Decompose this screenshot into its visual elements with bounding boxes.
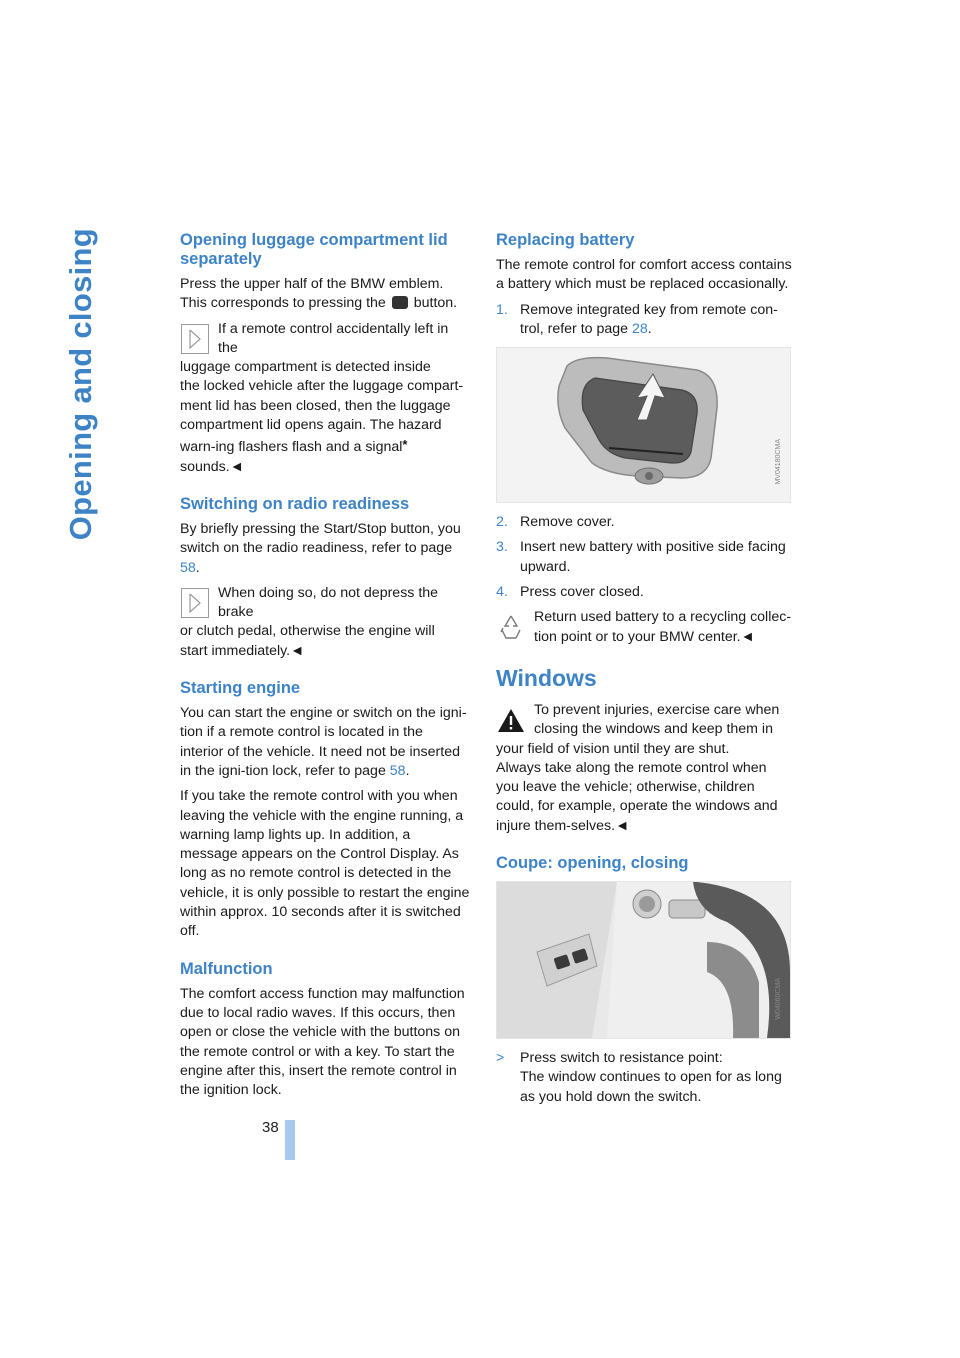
recycle-line2-text: tion point or to your BMW center. xyxy=(534,628,741,645)
heading-luggage: Opening luggage compartment lid separately xyxy=(180,231,448,268)
step-4-num: 4. xyxy=(496,584,508,601)
link-page-28[interactable]: 28 xyxy=(632,320,648,337)
section-windows xyxy=(496,665,792,836)
step-1 xyxy=(496,301,792,340)
section-coupe xyxy=(496,854,792,1107)
section-radio xyxy=(180,495,470,661)
end-mark: ◄ xyxy=(740,628,755,645)
luggage-p1: Press the upper half of the BMW emblem. xyxy=(180,276,444,292)
step-1-text xyxy=(520,301,792,340)
starting-p1-end: . xyxy=(405,762,410,779)
left-column xyxy=(180,231,470,1106)
section-malfunction xyxy=(180,960,470,1101)
end-mark: ◄ xyxy=(290,642,305,659)
note-radio-rest: start immediately. xyxy=(180,642,291,659)
luggage-p2a: This corresponds to pressing the xyxy=(180,295,386,312)
step-2-num: 2. xyxy=(496,514,508,531)
step-1-num: 1. xyxy=(496,301,508,318)
right-column xyxy=(496,231,792,1113)
step-2-text: Remove cover. xyxy=(520,514,615,531)
note-luggage-end: sounds. xyxy=(180,458,230,475)
starting-p1-text: You can start the engine or switch on the igni-tion if a remote control is located in the interior of the vehicle. It need not be inserted in the igni-tion lock, refer to page xyxy=(180,705,467,779)
remote-control-figure xyxy=(496,347,791,503)
chapter-title-sidebar xyxy=(2,228,158,1068)
note-luggage-line2: luggage compartment is detected inside xyxy=(180,359,431,376)
malfunction-p1: The comfort access function may malfunction due to local radio waves. If this occurs, then open or close the vehicle with the buttons on the remote control or with a key. To start the engine after this, insert the remote control in the ignition lock. xyxy=(180,985,465,1099)
starting-p2: If you take the remote control with you when leaving the vehicle with the engine running, a warning lamp lights up. In addition, a message appears on the Control Display. As long as no remote control is detected in the vehicle, it is only possible to restart the engine within approx. 10 seconds after it is switched off. xyxy=(180,788,470,940)
note-luggage xyxy=(180,320,470,477)
note-arrow-icon xyxy=(180,587,210,619)
recycle-line1: Return used battery to a recycling collec- xyxy=(534,609,792,626)
recycle-line2 xyxy=(496,628,792,647)
figure-code: W04060CMA xyxy=(774,978,782,1021)
link-page-58[interactable]: 58 xyxy=(180,559,196,576)
bullet-marker: > xyxy=(496,1050,505,1067)
warning-line2: closing the windows and keep them in xyxy=(534,721,773,738)
heading-windows: Windows xyxy=(496,664,597,691)
link-page-58[interactable]: 58 xyxy=(389,762,406,779)
step-3-text: Insert new battery with positive side facing upward. xyxy=(520,539,786,575)
figure-code: MV04180CMA xyxy=(774,438,782,485)
note-luggage-line1: If a remote control accidentally left in the xyxy=(218,320,449,356)
step-2 xyxy=(496,513,792,532)
step-3 xyxy=(496,538,792,577)
window-switch-image xyxy=(497,882,790,1038)
step-1-body: Remove integrated key from remote con-trol, refer to page xyxy=(520,301,778,337)
radio-p1-text: By briefly pressing the Start/Stop button, you switch on the radio readiness, refer to page xyxy=(180,520,461,557)
radio-p1 xyxy=(180,520,470,578)
step-4-text: Press cover closed. xyxy=(520,584,644,601)
recycle-icon xyxy=(496,611,526,643)
end-mark: ◄ xyxy=(229,458,244,475)
bullet-1-line1: Press switch to resistance point: xyxy=(520,1050,723,1067)
section-starting xyxy=(180,679,470,942)
step-4 xyxy=(496,583,792,602)
battery-p1: The remote control for comfort access contains a battery which must be replaced occasionally. xyxy=(496,257,792,293)
end-mark: ◄ xyxy=(615,817,630,834)
bullet-1 xyxy=(496,1049,792,1107)
window-switch-figure xyxy=(496,881,791,1039)
trunk-button-icon xyxy=(392,296,408,309)
bullet-1-line2: The window continues to open for as long as you hold down the switch. xyxy=(520,1069,782,1105)
asterisk-icon: * xyxy=(402,437,408,453)
note-radio-line1: When doing so, do not depress the brake xyxy=(218,584,439,621)
note-recycle xyxy=(496,608,792,647)
heading-battery: Replacing battery xyxy=(496,231,635,249)
luggage-p2b: button. xyxy=(413,295,458,312)
bullet-1-text xyxy=(520,1049,792,1107)
section-battery xyxy=(496,231,792,647)
heading-coupe: Coupe: opening, closing xyxy=(496,854,689,873)
section-luggage xyxy=(180,231,470,477)
luggage-p2 xyxy=(180,294,470,313)
page-number: 38 xyxy=(262,1119,279,1136)
starting-p1 xyxy=(180,704,470,781)
heading-starting: Starting engine xyxy=(180,679,301,698)
heading-radio: Switching on radio readiness xyxy=(180,494,410,513)
heading-malfunction: Malfunction xyxy=(180,959,273,978)
warning-triangle-icon xyxy=(496,704,526,736)
warning-p2: Always take along the remote control when you leave the vehicle; otherwise, children could, for example, operate the windows and injure them-selves. xyxy=(496,759,778,834)
warning-windows xyxy=(496,701,792,836)
note-arrow-icon xyxy=(180,323,210,355)
note-radio xyxy=(180,584,470,661)
note-radio-line2: or clutch pedal, otherwise the engine will xyxy=(180,623,435,640)
page-number-bar xyxy=(285,1120,295,1160)
remote-control-image xyxy=(497,348,790,502)
chapter-title: Opening and closing xyxy=(62,228,98,541)
step-3-num: 3. xyxy=(496,539,508,556)
note-luggage-rest: the locked vehicle after the luggage compart-ment lid has been closed, then the luggage compartment lid opens again. The hazard warn-ing flashers flash and a signal xyxy=(180,378,464,456)
warning-line3: your field of vision until they are shut. xyxy=(496,740,730,757)
step-1-end: . xyxy=(647,320,652,337)
radio-p1-end: . xyxy=(195,559,200,576)
warning-line1: To prevent injuries, exercise care when xyxy=(534,701,780,718)
